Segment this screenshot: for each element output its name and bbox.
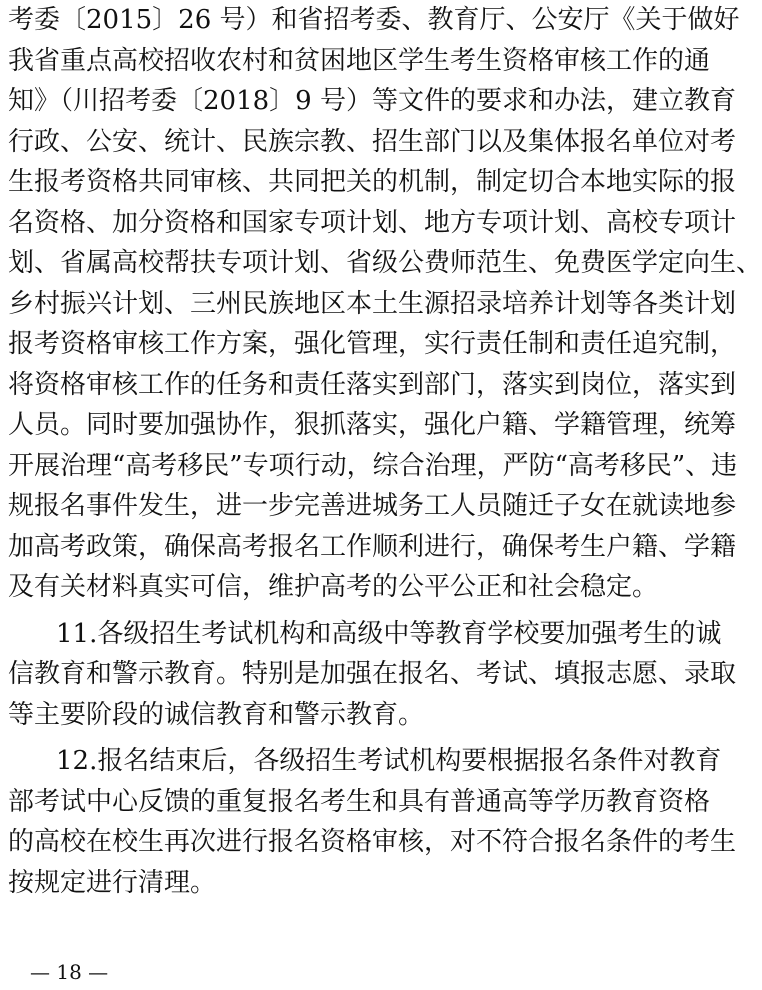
text-line: 我省重点高校招收农村和贫困地区学生考生资格审核工作的通 xyxy=(8,45,711,76)
text-line: 及有关材料真实可信，维护高考的公平公正和社会稳定。 xyxy=(8,572,659,602)
text-line: 乡村振兴计划、三州民族地区本土生源招录培养计划等各类计划 xyxy=(8,288,737,319)
text-line: 加高考政策，确保高考报名工作顺利进行，确保考生户籍、学籍 xyxy=(8,531,737,562)
text-line: 按规定进行清理。 xyxy=(8,867,217,898)
text-line: 行政、公安、统计、民族宗教、招生部门以及集体报名单位对考 xyxy=(8,126,737,157)
text-line: 人员。同时要加强协作，狠抓落实，强化户籍、学籍管理，统筹 xyxy=(8,410,737,440)
text-line: 知》（川招考委〔2018〕9 号）等文件的要求和办法，建立教育 xyxy=(8,86,736,116)
text-line: 规报名事件发生，进一步完善进城务工人员随迁子女在就读地参 xyxy=(8,491,737,521)
text-line: 12.报名结束后，各级招生考试机构要根据报名条件对教育 xyxy=(56,746,722,776)
text-line: 生报考资格共同审核、共同把关的机制，制定切合本地实际的报 xyxy=(8,167,737,197)
text-line: 考委〔2015〕26 号）和省招考委、教育厅、公安厅《关于做好 xyxy=(8,5,740,35)
text-line: 信教育和警示教育。特别是加强在报名、考试、填报志愿、录取 xyxy=(8,659,737,689)
text-line: 等主要阶段的诚信教育和警示教育。 xyxy=(8,699,425,730)
text-line: 部考试中心反馈的重复报名考生和具有普通高等学历教育资格 xyxy=(8,786,711,817)
text-line: 开展治理“高考移民”专项行动，综合治理，严防“高考移民”、违 xyxy=(8,450,738,481)
text-line: 划、省属高校帮扶专项计划、省级公费师范生、免费医学定向生、 xyxy=(8,248,762,278)
text-line: 名资格、加分资格和国家专项计划、地方专项计划、高校专项计 xyxy=(8,207,737,238)
page-number: — 18 — xyxy=(30,960,109,984)
text-line: 将资格审核工作的任务和责任落实到部门，落实到岗位，落实到 xyxy=(8,369,737,400)
text-line: 报考资格审核工作方案，强化管理，实行责任制和责任追究制， xyxy=(8,329,737,359)
text-line: 11.各级招生考试机构和高级中等教育学校要加强考生的诚 xyxy=(56,618,722,649)
text-line: 的高校在校生再次进行报名资格审核，对不符合报名条件的考生 xyxy=(8,827,737,857)
